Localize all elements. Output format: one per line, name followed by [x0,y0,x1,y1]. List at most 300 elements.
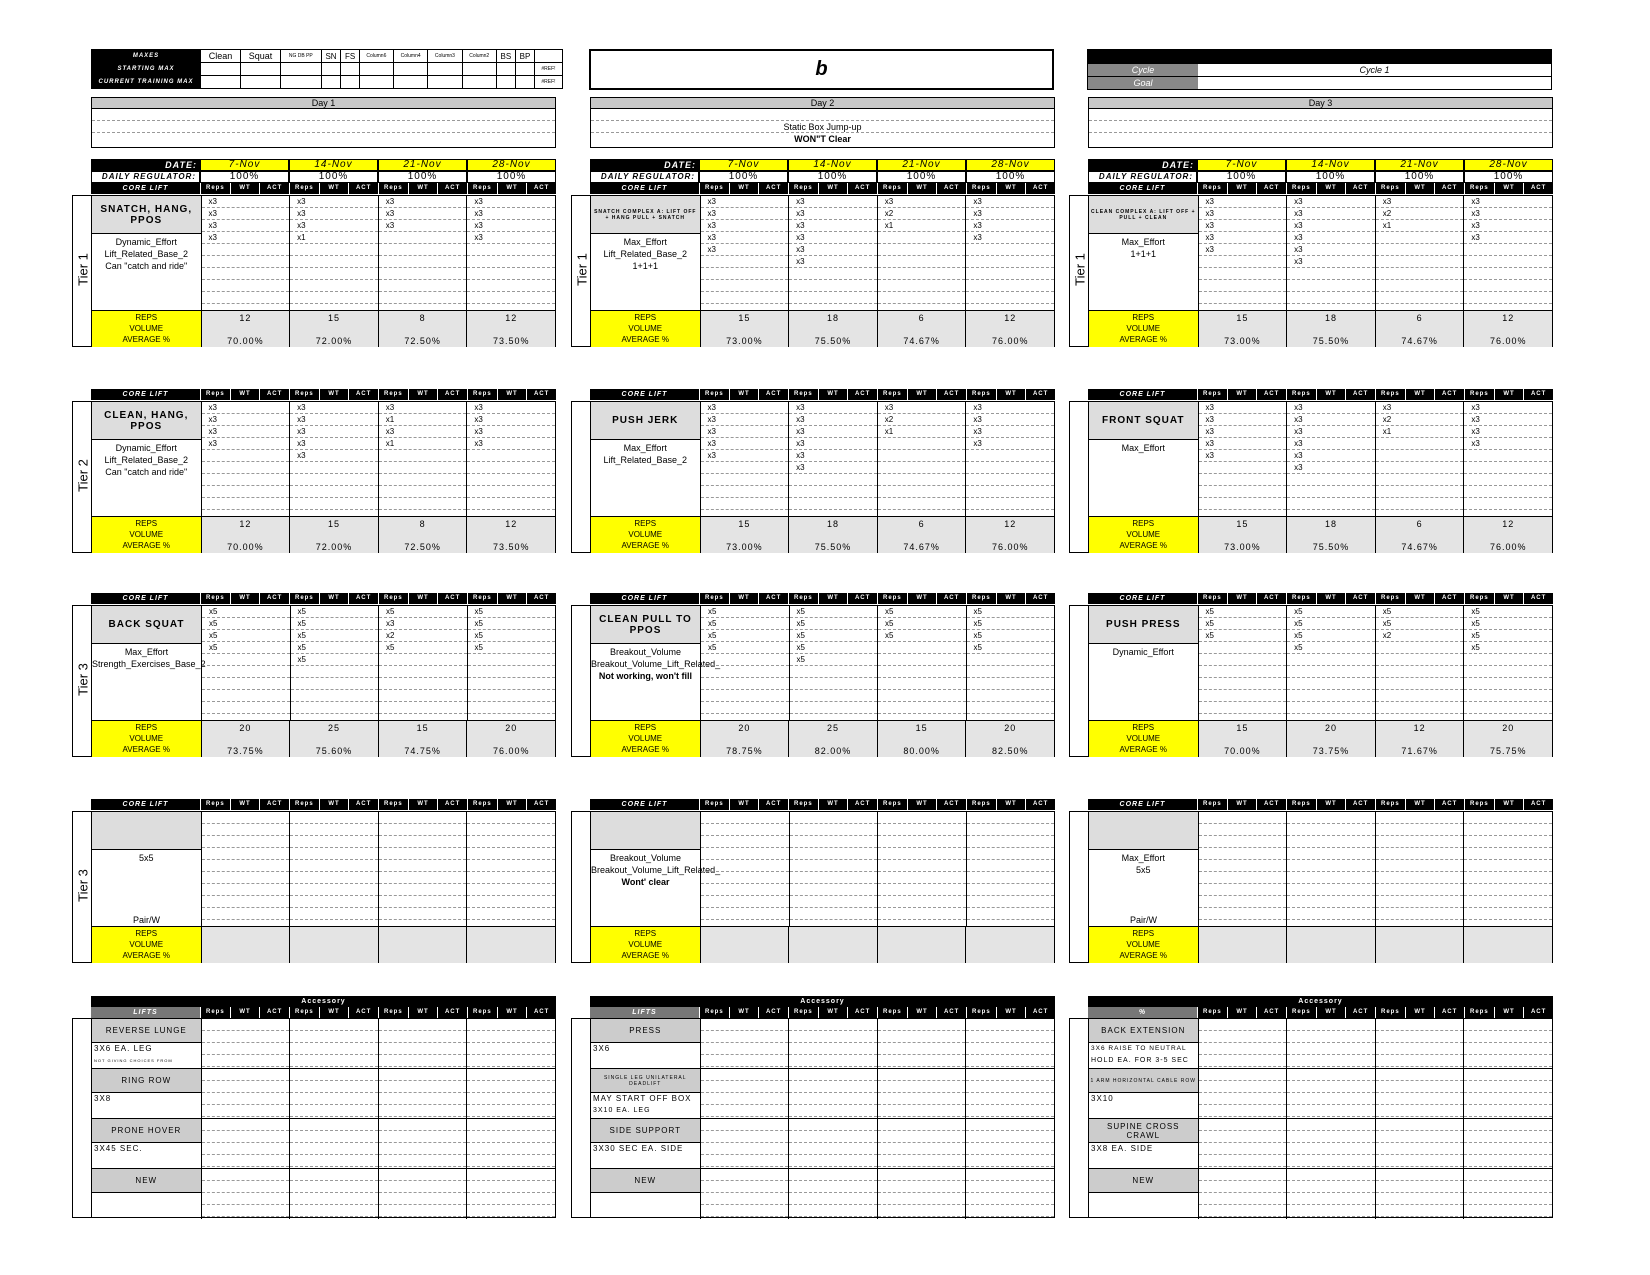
set-row[interactable] [379,908,467,920]
set-row[interactable]: x5 [202,642,290,654]
set-row[interactable] [468,690,556,702]
set-row[interactable] [1287,1205,1375,1217]
set-row[interactable] [1199,884,1287,896]
set-row[interactable]: x3 [1199,196,1287,208]
week-date[interactable]: 28-Nov [1464,159,1553,171]
set-row[interactable] [467,812,555,824]
set-row[interactable] [966,268,1054,280]
set-row[interactable] [967,860,1055,872]
set-row[interactable] [1287,292,1375,304]
set-row[interactable] [290,896,378,908]
set-row[interactable] [1464,848,1552,860]
max-cell[interactable] [428,63,462,76]
set-row[interactable] [290,280,378,292]
set-row[interactable] [202,292,290,304]
set-row[interactable] [1376,690,1464,702]
set-row[interactable] [1464,824,1552,836]
set-row[interactable] [1464,1205,1552,1217]
set-row[interactable] [379,690,467,702]
max-cell[interactable] [515,76,534,89]
set-row[interactable] [1464,884,1552,896]
set-row[interactable] [789,292,877,304]
set-row[interactable] [202,244,290,256]
set-row[interactable] [1464,812,1552,824]
set-row[interactable] [467,474,555,486]
set-row[interactable] [202,1131,290,1143]
set-row[interactable] [1464,872,1552,884]
set-row[interactable] [379,450,467,462]
set-row[interactable] [878,1093,966,1105]
set-row[interactable] [789,1031,877,1043]
set-row[interactable] [878,1043,966,1055]
set-row[interactable] [1376,292,1464,304]
set-row[interactable] [701,1055,789,1067]
accessory-lift[interactable]: PRONE HOVER [92,1119,201,1143]
set-row[interactable]: x3 [1199,220,1287,232]
set-row[interactable] [1464,1055,1552,1067]
set-row[interactable] [1376,702,1464,714]
lift-name[interactable]: CLEAN, HANG, PPOS [92,402,201,440]
set-row[interactable] [1287,1119,1375,1131]
set-row[interactable] [966,1193,1054,1205]
set-row[interactable] [878,244,966,256]
set-row[interactable] [1287,908,1375,920]
set-row[interactable] [1376,1205,1464,1217]
set-row[interactable]: x3 [1199,402,1287,414]
set-row[interactable]: x3 [290,220,378,232]
set-row[interactable]: x3 [1464,232,1552,244]
set-row[interactable] [701,1169,789,1181]
set-row[interactable] [701,848,789,860]
set-row[interactable] [379,1031,467,1043]
set-row[interactable] [291,678,379,690]
set-row[interactable]: x3 [467,196,555,208]
set-row[interactable] [878,1031,966,1043]
set-row[interactable]: x5 [790,606,878,618]
set-row[interactable]: x3 [878,196,966,208]
set-row[interactable] [1464,666,1552,678]
set-row[interactable] [966,1081,1054,1093]
set-row[interactable] [1199,666,1287,678]
set-row[interactable]: x3 [1376,402,1464,414]
set-row[interactable]: x3 [1464,426,1552,438]
set-row[interactable] [789,1205,877,1217]
set-row[interactable] [1376,1031,1464,1043]
set-row[interactable] [290,474,378,486]
set-row[interactable] [878,280,966,292]
set-row[interactable]: x3 [290,438,378,450]
set-row[interactable]: x3 [966,232,1054,244]
set-row[interactable] [379,1019,467,1031]
set-row[interactable] [290,462,378,474]
set-row[interactable] [202,1093,290,1105]
set-row[interactable] [966,292,1054,304]
set-row[interactable] [790,678,878,690]
set-row[interactable]: x3 [789,244,877,256]
set-row[interactable] [1199,1019,1287,1031]
set-row[interactable]: x3 [1199,426,1287,438]
week-date[interactable]: 28-Nov [467,159,556,171]
set-row[interactable] [790,690,878,702]
set-row[interactable] [789,1155,877,1167]
set-row[interactable] [467,498,555,510]
set-row[interactable] [790,872,878,884]
set-row[interactable] [878,848,966,860]
set-row[interactable]: x5 [790,642,878,654]
set-row[interactable] [1464,1043,1552,1055]
set-row[interactable] [1464,860,1552,872]
set-row[interactable] [701,1081,789,1093]
set-row[interactable]: x5 [1464,618,1552,630]
set-row[interactable] [1464,1181,1552,1193]
set-row[interactable] [290,498,378,510]
set-row[interactable] [468,678,556,690]
set-row[interactable] [202,1155,290,1167]
set-row[interactable] [789,1093,877,1105]
set-row[interactable] [467,1205,555,1217]
set-row[interactable] [1376,836,1464,848]
set-row[interactable]: x3 [1287,256,1375,268]
set-row[interactable] [1464,292,1552,304]
set-row[interactable] [701,256,789,268]
set-row[interactable] [1199,1169,1287,1181]
set-row[interactable] [1287,1019,1375,1031]
set-row[interactable] [1376,1193,1464,1205]
set-row[interactable]: x5 [701,618,789,630]
set-row[interactable] [1376,438,1464,450]
set-row[interactable] [789,1193,877,1205]
set-row[interactable] [1287,678,1375,690]
set-row[interactable]: x5 [1287,630,1375,642]
set-row[interactable] [467,244,555,256]
set-row[interactable]: x3 [379,618,467,630]
set-row[interactable] [1464,702,1552,714]
set-row[interactable] [290,836,378,848]
set-row[interactable] [701,1181,789,1193]
set-row[interactable]: x3 [1287,402,1375,414]
set-row[interactable] [467,884,555,896]
set-row[interactable] [290,268,378,280]
set-row[interactable] [701,884,789,896]
set-row[interactable]: x3 [467,402,555,414]
set-row[interactable] [1464,1081,1552,1093]
set-row[interactable] [1376,1043,1464,1055]
set-row[interactable] [290,812,378,824]
set-row[interactable] [878,654,966,666]
set-row[interactable]: x5 [1464,630,1552,642]
set-row[interactable] [1464,244,1552,256]
set-row[interactable] [379,836,467,848]
set-row[interactable]: x3 [1287,208,1375,220]
set-row[interactable]: x3 [1464,220,1552,232]
set-row[interactable] [290,1119,378,1131]
set-row[interactable] [290,1193,378,1205]
set-row[interactable] [1287,474,1375,486]
set-row[interactable] [1376,498,1464,510]
set-row[interactable] [967,884,1055,896]
set-row[interactable] [967,666,1055,678]
set-row[interactable] [967,908,1055,920]
set-row[interactable] [1199,1069,1287,1081]
set-row[interactable] [1464,1155,1552,1167]
set-row[interactable]: x3 [789,196,877,208]
set-row[interactable] [701,702,789,714]
set-row[interactable] [1287,486,1375,498]
set-row[interactable]: x5 [291,618,379,630]
set-row[interactable] [1199,462,1287,474]
set-row[interactable]: x3 [202,402,290,414]
set-row[interactable] [1376,1119,1464,1131]
set-row[interactable]: x5 [468,618,556,630]
set-row[interactable] [878,1119,966,1131]
set-row[interactable] [701,896,789,908]
set-row[interactable]: x3 [789,220,877,232]
set-row[interactable] [202,1181,290,1193]
set-row[interactable]: x5 [1464,642,1552,654]
set-row[interactable]: x1 [290,232,378,244]
set-row[interactable] [202,690,290,702]
set-row[interactable] [1287,1093,1375,1105]
set-row[interactable]: x3 [1199,414,1287,426]
week-regulator[interactable]: 100% [1464,171,1553,183]
set-row[interactable] [290,1131,378,1143]
set-row[interactable]: x5 [379,606,467,618]
lift-name[interactable]: CLEAN COMPLEX A: LIFT OFF + PULL + CLEAN [1089,196,1198,234]
set-row[interactable] [1199,1093,1287,1105]
set-row[interactable]: x5 [1287,642,1375,654]
set-row[interactable]: x3 [701,414,789,426]
set-row[interactable] [878,690,966,702]
lift-name[interactable]: SNATCH COMPLEX A: LIFT OFF + HANG PULL + SNATCH [591,196,700,234]
set-row[interactable] [467,280,555,292]
set-row[interactable] [290,1019,378,1031]
set-row[interactable] [290,1081,378,1093]
set-row[interactable] [878,1055,966,1067]
set-row[interactable] [467,1155,555,1167]
set-row[interactable] [878,642,966,654]
set-row[interactable]: x2 [1376,414,1464,426]
set-row[interactable] [878,486,966,498]
set-row[interactable]: x3 [379,220,467,232]
set-row[interactable]: x3 [1199,208,1287,220]
set-row[interactable] [467,1131,555,1143]
set-row[interactable] [1199,690,1287,702]
set-row[interactable] [1376,848,1464,860]
set-row[interactable] [878,1019,966,1031]
set-row[interactable] [1376,666,1464,678]
set-row[interactable]: x3 [789,402,877,414]
set-row[interactable] [967,690,1055,702]
set-row[interactable]: x5 [1376,606,1464,618]
set-row[interactable] [467,1181,555,1193]
set-row[interactable] [1464,462,1552,474]
set-row[interactable] [1376,1055,1464,1067]
set-row[interactable] [789,1043,877,1055]
day-note[interactable]: WON"T Clear [794,134,851,144]
set-row[interactable] [1199,1055,1287,1067]
set-row[interactable] [379,896,467,908]
set-row[interactable] [202,836,290,848]
set-row[interactable]: x3 [701,244,789,256]
lift-name[interactable]: CLEAN PULL TO PPOS [591,606,700,644]
week-regulator[interactable]: 100% [1286,171,1375,183]
set-row[interactable]: x3 [701,426,789,438]
set-row[interactable]: x5 [967,606,1055,618]
set-row[interactable] [1287,1043,1375,1055]
set-row[interactable] [1376,1019,1464,1031]
set-row[interactable] [790,702,878,714]
set-row[interactable] [1199,1205,1287,1217]
set-row[interactable]: x3 [379,426,467,438]
set-row[interactable]: x3 [290,426,378,438]
set-row[interactable] [202,860,290,872]
set-row[interactable]: x3 [1287,196,1375,208]
max-cell[interactable] [281,63,322,76]
set-row[interactable]: x1 [1376,220,1464,232]
day-note[interactable] [1089,133,1552,145]
set-row[interactable] [290,908,378,920]
week-regulator[interactable]: 100% [1375,171,1464,183]
set-row[interactable] [1287,1105,1375,1117]
set-row[interactable] [790,812,878,824]
set-row[interactable] [1287,654,1375,666]
week-date[interactable]: 28-Nov [966,159,1055,171]
set-row[interactable] [379,1055,467,1067]
set-row[interactable] [966,1169,1054,1181]
set-row[interactable]: x3 [701,208,789,220]
set-row[interactable] [379,666,467,678]
set-row[interactable] [1287,812,1375,824]
set-row[interactable] [1199,908,1287,920]
set-row[interactable] [202,1019,290,1031]
set-row[interactable] [878,702,966,714]
set-row[interactable] [290,884,378,896]
set-row[interactable] [379,486,467,498]
set-row[interactable] [1376,450,1464,462]
set-row[interactable]: x3 [202,414,290,426]
set-row[interactable]: x3 [789,232,877,244]
set-row[interactable]: x5 [1199,618,1287,630]
set-row[interactable] [467,450,555,462]
max-cell[interactable] [321,76,341,89]
set-row[interactable] [1199,642,1287,654]
accessory-lift[interactable]: REVERSE LUNGE [92,1019,201,1043]
set-row[interactable]: x3 [789,462,877,474]
set-row[interactable] [467,268,555,280]
set-row[interactable] [1199,256,1287,268]
set-row[interactable] [379,1193,467,1205]
set-row[interactable] [967,678,1055,690]
set-row[interactable] [468,654,556,666]
set-row[interactable] [379,654,467,666]
set-row[interactable] [878,1069,966,1081]
set-row[interactable] [966,1031,1054,1043]
week-date[interactable]: 14-Nov [289,159,378,171]
set-row[interactable] [467,824,555,836]
set-row[interactable] [1199,280,1287,292]
set-row[interactable] [290,256,378,268]
set-row[interactable] [1199,1181,1287,1193]
lift-name[interactable]: SNATCH, HANG, PPOS [92,196,201,234]
set-row[interactable] [290,1105,378,1117]
set-row[interactable]: x3 [467,220,555,232]
set-row[interactable] [379,268,467,280]
set-row[interactable] [966,474,1054,486]
set-row[interactable] [1199,292,1287,304]
set-row[interactable] [1376,1105,1464,1117]
set-row[interactable]: x3 [202,438,290,450]
set-row[interactable] [467,848,555,860]
set-row[interactable] [1376,268,1464,280]
set-row[interactable] [1376,872,1464,884]
set-row[interactable] [1199,1143,1287,1155]
set-row[interactable] [202,884,290,896]
set-row[interactable] [701,1143,789,1155]
set-row[interactable] [1287,824,1375,836]
set-row[interactable]: x3 [1287,244,1375,256]
lift-name[interactable]: BACK SQUAT [92,606,201,644]
set-row[interactable] [1464,1143,1552,1155]
set-row[interactable] [1464,268,1552,280]
set-row[interactable] [202,908,290,920]
set-row[interactable]: x3 [290,208,378,220]
set-row[interactable] [379,498,467,510]
set-row[interactable] [701,1093,789,1105]
set-row[interactable]: x3 [1287,220,1375,232]
set-row[interactable] [701,1043,789,1055]
accessory-lift[interactable]: NEW [92,1169,201,1193]
set-row[interactable] [967,654,1055,666]
set-row[interactable] [878,498,966,510]
set-row[interactable] [1287,702,1375,714]
set-row[interactable]: x2 [1376,208,1464,220]
set-row[interactable] [789,1119,877,1131]
set-row[interactable] [379,1043,467,1055]
set-row[interactable] [1376,1181,1464,1193]
set-row[interactable] [1199,860,1287,872]
set-row[interactable] [789,1169,877,1181]
set-row[interactable] [467,860,555,872]
set-row[interactable]: x3 [789,256,877,268]
set-row[interactable] [290,1043,378,1055]
set-row[interactable] [290,1205,378,1217]
set-row[interactable] [967,836,1055,848]
set-row[interactable] [878,474,966,486]
set-row[interactable] [878,884,966,896]
week-date[interactable]: 21-Nov [877,159,966,171]
set-row[interactable] [467,1193,555,1205]
set-row[interactable] [701,666,789,678]
set-row[interactable] [1199,896,1287,908]
set-row[interactable] [1199,1105,1287,1117]
set-row[interactable]: x3 [1199,438,1287,450]
set-row[interactable] [379,702,467,714]
week-regulator[interactable]: 100% [1197,171,1286,183]
set-row[interactable] [202,450,290,462]
set-row[interactable]: x5 [291,654,379,666]
set-row[interactable]: x3 [1287,414,1375,426]
set-row[interactable] [467,1031,555,1043]
max-cell[interactable] [359,76,393,89]
set-row[interactable] [1376,896,1464,908]
set-row[interactable] [1376,678,1464,690]
accessory-lift[interactable]: PRESS [591,1019,700,1043]
set-row[interactable] [1287,1143,1375,1155]
set-row[interactable]: x3 [467,232,555,244]
set-row[interactable] [790,860,878,872]
max-cell[interactable] [394,76,428,89]
set-row[interactable] [202,1031,290,1043]
